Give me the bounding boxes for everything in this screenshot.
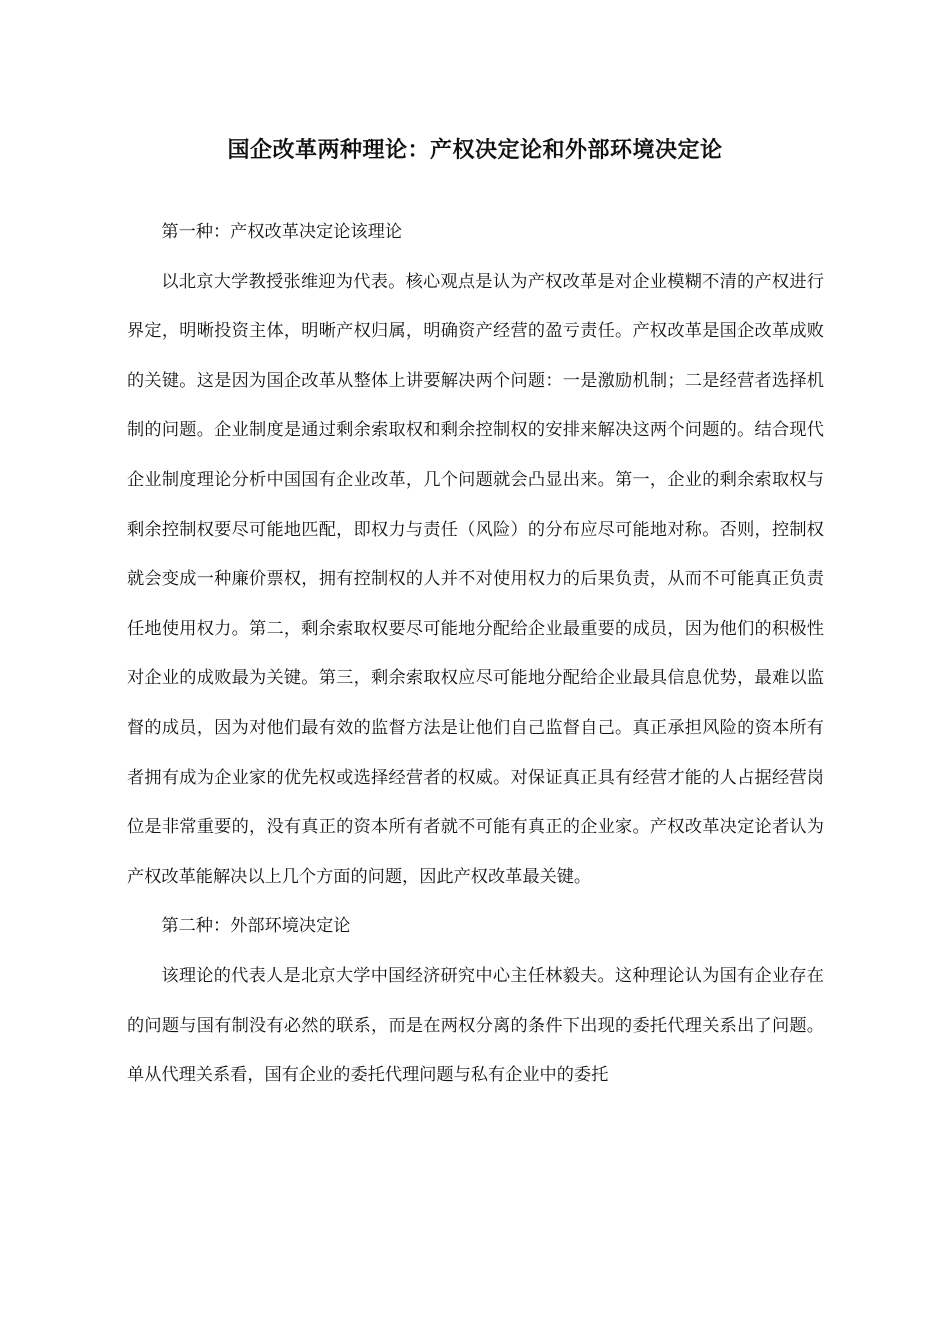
- paragraph-property-rights-theory: 以北京大学教授张维迎为代表。核心观点是认为产权改革是对企业模糊不清的产权进行界定，明晰投资主体，明晰产权归属，明确资产经营的盈亏责任。产权改革是国企改革成败的关键。这是因为国企改革从整体上讲要解决两个问题：一是激励机制；二是经营者选择机制的问题。企业制度是通过剩余索取权和剩余控制权的安排来解决这两个问题的。结合现代企业制度理论分析中国国有企业改革，几个问题就会凸显出来。第一，企业的剩余索取权与剩余控制权要尽可能地匹配，即权力与责任（风险）的分布应尽可能地对称。否则，控制权就会变成一种廉价票权，拥有控制权的人并不对使用权力的后果负责，从而不可能真正负责任地使用权力。第二，剩余索取权要尽可能地分配给企业最重要的成员，因为他们的积极性对企业的成败最为关键。第三，剩余索取权应尽可能地分配给企业最具信息优势，最难以监督的成员，因为对他们最有效的监督方法是让他们自己监督自己。真正承担风险的资本所有者拥有成为企业家的优先权或选择经营者的权威。对保证真正具有经营才能的人占据经营岗位是非常重要的，没有真正的资本所有者就不可能有真正的企业家。产权改革决定论者认为产权改革能解决以上几个方面的问题，因此产权改革最关键。: [127, 271, 824, 887]
- section-heading-second-theory: 第二种：外部环境决定论: [161, 916, 351, 937]
- document-title: 国企改革两种理论：产权决定论和外部环境决定论: [227, 138, 723, 163]
- document-body: [127, 208, 824, 1101]
- section-heading-first-theory: 第一种：产权改革决定论该理论: [161, 222, 403, 242]
- paragraph-external-environment-theory: 该理论的代表人是北京大学中国经济研究中心主任林毅夫。这种理论认为国有企业存在的问题与国有制没有必然的联系，而是在两权分离的条件下出现的委托代理关系出了问题。单从代理关系看，国有企业的委托代理问题与私有企业中的委托: [127, 965, 824, 1086]
